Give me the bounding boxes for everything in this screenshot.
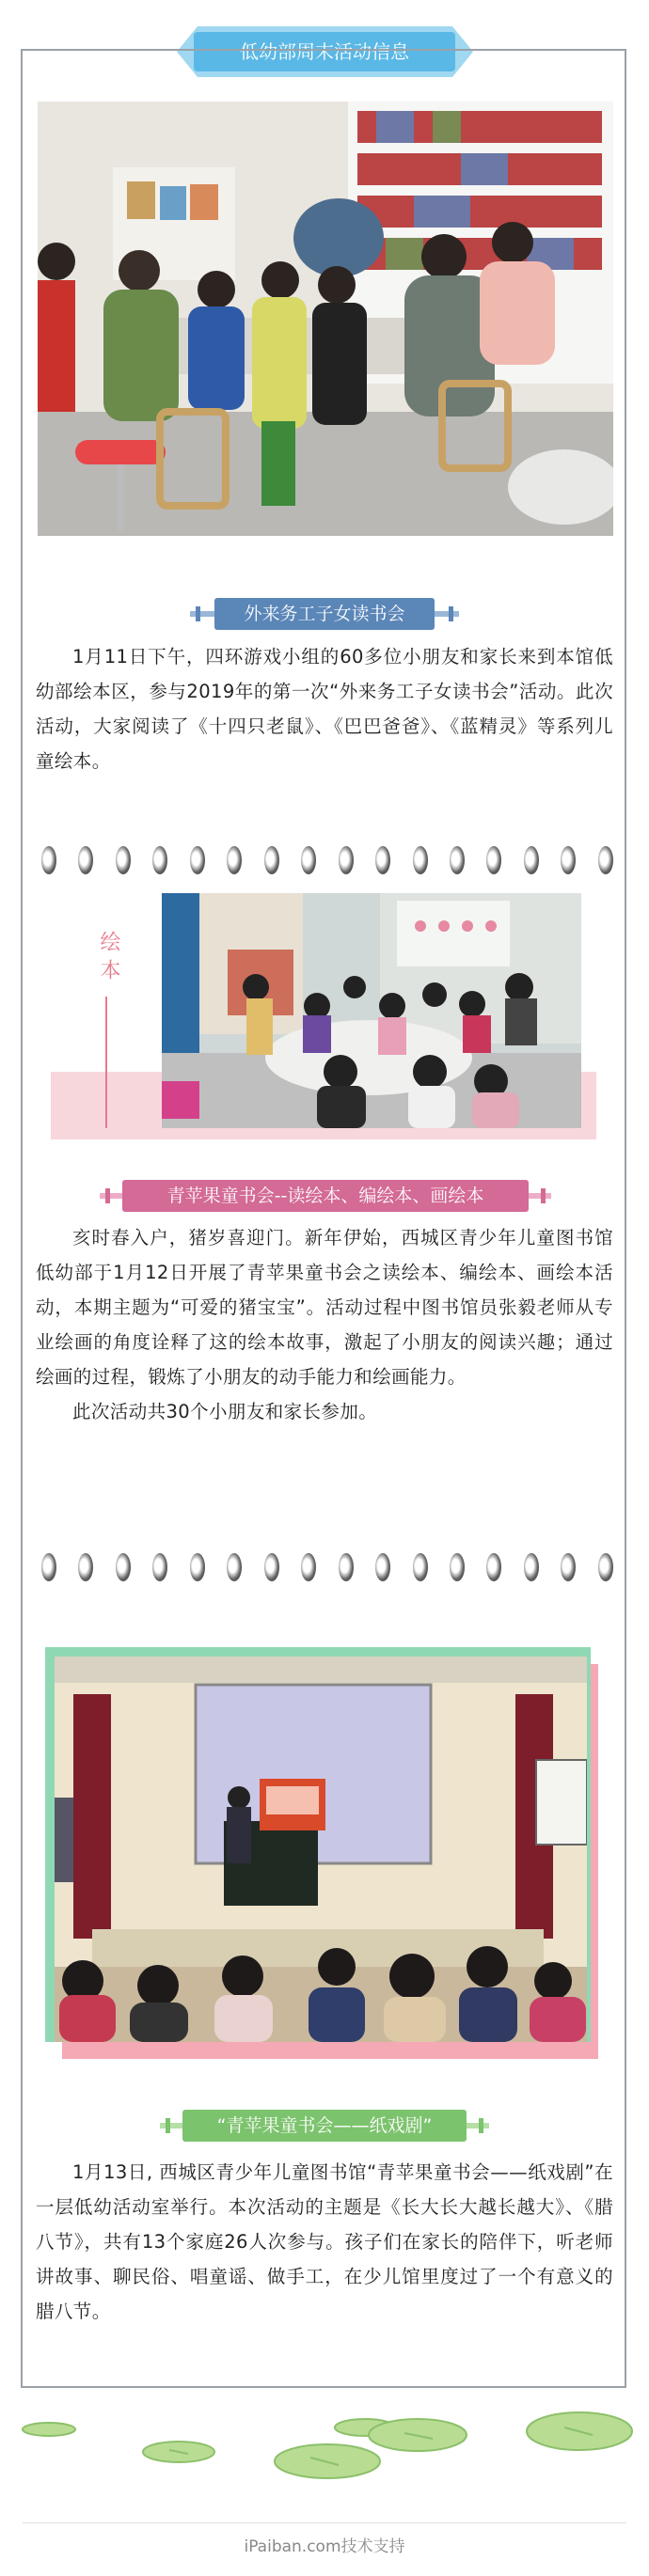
ring-icon — [116, 1553, 131, 1581]
section-tag-green-apple-picture-books — [100, 1180, 551, 1212]
section3-text — [36, 2155, 613, 2329]
paragraph: 此次活动共30个小朋友和家长参加。 — [72, 1401, 378, 1422]
section-tag-label: “青苹果童书会——纸戏剧” — [182, 2110, 467, 2142]
ring-icon — [41, 1553, 56, 1581]
paragraph: 亥时春入户，猪岁喜迎门。新年伊始，西城区青少年儿童图书馆低幼部于1月12日开展了青苹果童书会之读绘本、编绘本、画绘本活动，本期主题为“可爱的猪宝宝”。活动过程中图书馆员张毅老师从专业绘画的角度诠释了这的绘本故事，激起了小朋友的阅读兴趣；通过绘画的过程，锻炼了小朋友的动手能力和绘画能力。 — [36, 1227, 613, 1388]
ring-icon — [227, 846, 242, 874]
ring-icon — [524, 846, 539, 874]
side-label-line — [105, 997, 107, 1128]
section-tag-label: 青苹果童书会--读绘本、编绘本、画绘本 — [122, 1180, 529, 1212]
photo-picture-book-class — [162, 893, 581, 1128]
ring-icon — [301, 846, 316, 874]
ring-icon — [375, 846, 390, 874]
paragraph: 1月13日, 西城区青少年儿童图书馆“青苹果童书会——纸戏剧”在一层低幼活动室举行。本次活动的主题是《长大长大越长越大》、《腊八节》，共有13个家庭26人次参与。孩子们在家长的陪伴下，听老师讲故事、聊民俗、唱童谣、做手工，在少儿馆里度过了一个有意义的腊八节。 — [36, 2161, 613, 2322]
page-title: 低幼部周末活动信息 — [194, 32, 455, 71]
section1-text — [36, 639, 613, 778]
ring-icon — [561, 846, 576, 874]
photo-library-reading — [38, 102, 613, 536]
ring-icon — [301, 1553, 316, 1581]
ring-icon — [116, 846, 131, 874]
ring-icon — [78, 846, 93, 874]
ring-icon — [152, 1553, 167, 1581]
section-tag-paper-theater — [160, 2110, 489, 2142]
ring-icon — [339, 846, 354, 874]
section2-text — [36, 1220, 613, 1429]
photo-paper-theater — [55, 1657, 587, 2042]
ring-icon — [339, 1553, 354, 1581]
ring-icon — [375, 1553, 390, 1581]
footer-credit[interactable]: iPaiban.com技术支持 — [244, 2537, 405, 2556]
binder-rings-divider — [41, 1553, 613, 1581]
ring-icon — [264, 846, 279, 874]
ring-icon — [190, 1553, 205, 1581]
ring-icon — [598, 1553, 613, 1581]
ring-icon — [78, 1553, 93, 1581]
ring-icon — [152, 846, 167, 874]
binder-rings-divider — [41, 846, 613, 874]
paragraph: 1月11日下午，四环游戏小组的60多位小朋友和家长来到本馆低幼部绘本区，参与2019年的第一次“外来务工子女读书会”活动。此次活动，大家阅读了《十四只老鼠》、《巴巴爸爸》、《蓝精灵》等系列儿童绘本。 — [36, 646, 613, 772]
section-tag-migrant-reading — [190, 598, 459, 630]
section-tag-label: 外来务工子女读书会 — [214, 598, 435, 630]
ring-icon — [41, 846, 56, 874]
ring-icon — [598, 846, 613, 874]
ring-icon — [413, 846, 428, 874]
ring-icon — [413, 1553, 428, 1581]
lily-pad-decoration — [0, 2407, 649, 2501]
side-label-picture-book: 绘本 — [97, 931, 120, 987]
ring-icon — [227, 1553, 242, 1581]
ring-icon — [450, 846, 465, 874]
ring-icon — [486, 1553, 501, 1581]
ring-icon — [190, 846, 205, 874]
ring-icon — [561, 1553, 576, 1581]
ring-icon — [450, 1553, 465, 1581]
footer-divider — [23, 2522, 626, 2523]
ring-icon — [486, 846, 501, 874]
ring-icon — [264, 1553, 279, 1581]
ring-icon — [524, 1553, 539, 1581]
